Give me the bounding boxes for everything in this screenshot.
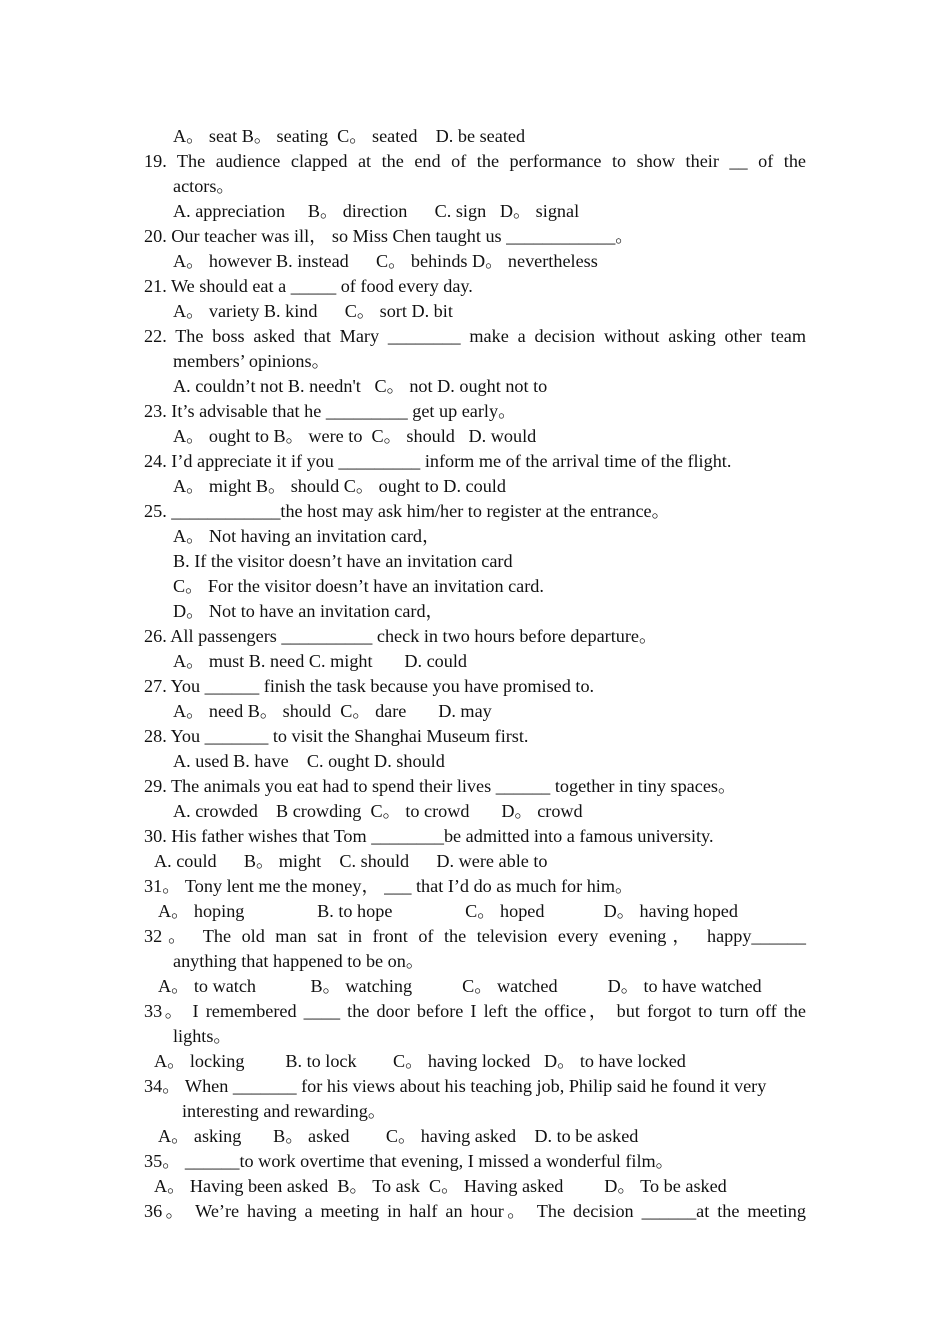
question-line: 36。 We’re having a meeting in half an hour。 The decision ______at the meeting xyxy=(144,1201,806,1221)
question-line: 22. The boss asked that Mary ________ make a decision without asking other team xyxy=(144,326,806,346)
question-line: 32。 The old man sat in front of the television every evening， happy______ xyxy=(144,926,806,946)
option-line: A。 might B。 should C。 ought to D. could xyxy=(173,476,506,496)
question-line: 24. I’d appreciate it if you _________ inform me of the arrival time of the flight. xyxy=(144,451,732,471)
question-line: anything that happened to be on。 xyxy=(173,951,425,971)
question-line: 35。 ______to work overtime that evening, I missed a wonderful film。 xyxy=(144,1151,674,1171)
question-line: interesting and rewarding。 xyxy=(182,1101,387,1121)
question-line: 21. We should eat a _____ of food every day. xyxy=(144,276,473,296)
question-line: 19. The audience clapped at the end of the performance to show their __ of the xyxy=(144,151,806,171)
option-line: C。 For the visitor doesn’t have an invitation card. xyxy=(173,576,544,596)
question-line: 34。 When _______ for his views about his teaching job, Philip said he found it very xyxy=(144,1076,767,1096)
question-line: 27. You ______ finish the task because you have promised to. xyxy=(144,676,595,696)
question-line: 31。 Tony lent me the money， ___ that I’d do as much for him。 xyxy=(144,876,634,896)
question-line: 20. Our teacher was ill， so Miss Chen taught us ____________。 xyxy=(144,226,634,246)
option-line: A。 ought to B。 were to C。 should D. would xyxy=(173,426,537,446)
option-line: A. used B. have C. ought D. should xyxy=(173,751,445,771)
option-line: A。 hoping B. to hope C。 hoped D。 having hoped xyxy=(158,901,738,921)
option-line: A。 variety B. kind C。 sort D. bit xyxy=(173,301,453,321)
option-line: A。 locking B. to lock C。 having locked D。 to have locked xyxy=(154,1051,686,1071)
question-line: members’ opinions。 xyxy=(173,351,330,371)
question-line: 26. All passengers __________ check in two hours before departure。 xyxy=(144,626,658,646)
question-line: lights。 xyxy=(173,1026,232,1046)
question-line: actors。 xyxy=(173,176,235,196)
option-line: A. could B。 might C. should D. were able to xyxy=(154,851,548,871)
option-line: A。 asking B。 asked C。 having asked D. to be asked xyxy=(158,1126,639,1146)
option-line: A. appreciation B。 direction C. sign D。 signal xyxy=(173,201,580,221)
option-line: A。 must B. need C. might D. could xyxy=(173,651,468,671)
option-line: A. couldn’t not B. needn't C。 not D. ought not to xyxy=(173,376,548,396)
question-line: 25. ____________the host may ask him/her to register at the entrance。 xyxy=(144,501,670,521)
question-line: 30. His father wishes that Tom ________be admitted into a famous university. xyxy=(144,826,714,846)
option-line: A。 however B. instead C。 behinds D。 nevertheless xyxy=(173,251,598,271)
option-line: A. crowded B crowding C。 to crowd D。 crowd xyxy=(173,801,583,821)
option-line: A。 Having been asked B。 To ask C。 Having asked D。 To be asked xyxy=(154,1176,727,1196)
option-line: A。 Not having an invitation card， xyxy=(173,526,441,546)
question-line: 23. It’s advisable that he _________ get up early。 xyxy=(144,401,517,421)
option-line: A。 need B。 should C。 dare D. may xyxy=(173,701,492,721)
question-line: 33。 I remembered ____ the door before I left the office， but forgot to turn off the xyxy=(144,1001,806,1021)
option-line: A。 seat B。 seating C。 seated D. be seated xyxy=(173,126,526,146)
option-line: D。 Not to have an invitation card， xyxy=(173,601,444,621)
question-line: 28. You _______ to visit the Shanghai Museum first. xyxy=(144,726,529,746)
option-line: A。 to watch B。 watching C。 watched D。 to have watched xyxy=(158,976,762,996)
question-line: 29. The animals you eat had to spend their lives ______ together in tiny spaces。 xyxy=(144,776,737,796)
option-line: B. If the visitor doesn’t have an invitation card xyxy=(173,551,513,571)
